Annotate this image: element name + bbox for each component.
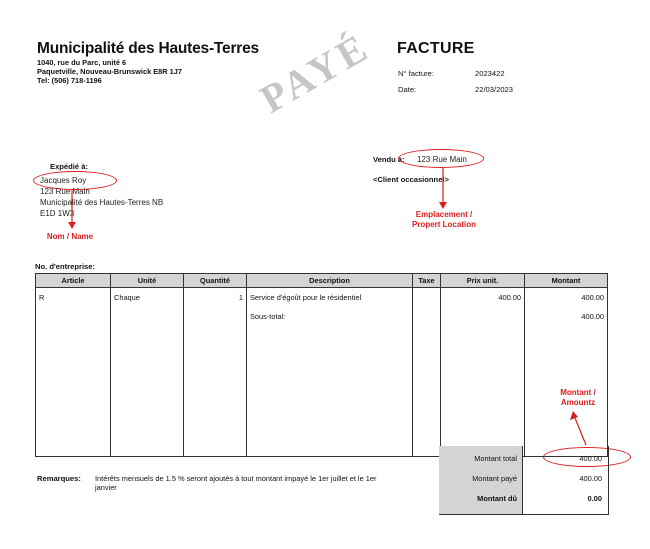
ship-to-street: 123 Rue Main	[40, 187, 90, 196]
col-header-tax: Taxe	[413, 274, 441, 288]
table-header-row	[36, 274, 608, 288]
total-label: Montant total	[474, 454, 517, 463]
name-arrow-head	[68, 222, 76, 229]
remarks-text-line1: Intérêts mensuels de 1.5 % seront ajoutés à tout montant impayé le 1er juillet et le 1er	[95, 474, 377, 483]
paid-value: 400.00	[579, 474, 602, 483]
location-annotation	[398, 210, 490, 230]
col-header-description: Description	[247, 274, 413, 288]
invoice-number: 2023422	[475, 69, 505, 78]
cell-unit: Chaque	[111, 288, 184, 311]
sold-to-address: 123 Rue Main	[417, 155, 467, 164]
issuer-phone: Tel: (506) 718-1196	[37, 76, 102, 85]
cell-unit	[111, 310, 184, 326]
cell-unit-price: 400.00	[441, 288, 525, 311]
amount-annotation-line1: Montant /	[560, 388, 596, 397]
invoice-number-label: N° facture:	[398, 69, 434, 78]
due-value: 0.00	[587, 494, 602, 503]
table-row	[36, 310, 608, 326]
ship-to-name: Jacques Roy	[40, 176, 87, 185]
col-header-amount: Montant	[525, 274, 608, 288]
cell-quantity	[184, 310, 247, 326]
location-arrow-head	[439, 202, 447, 209]
business-number-label: No. d'entreprise:	[35, 262, 96, 271]
issuer-address-line2: Paquetville, Nouveau-Brunswick E8R 1J7	[37, 67, 182, 76]
paid-label: Montant payé	[472, 474, 517, 483]
amount-annotation-line2: Amountz	[560, 398, 596, 407]
cell-amount: 400.00	[525, 288, 608, 311]
invoice-date: 22/03/2023	[475, 85, 514, 94]
cell-amount: 400.00	[525, 310, 608, 326]
location-annotation-line1: Emplacement /	[415, 210, 473, 219]
due-label: Montant dû	[477, 494, 517, 503]
col-header-quantity: Quantité	[184, 274, 247, 288]
remarks-label: Remarques:	[37, 474, 81, 483]
paid-stamp: PAYÉ	[252, 23, 378, 122]
invoice-title: FACTURE	[397, 40, 475, 57]
table-row	[36, 288, 608, 311]
remarks-text-line2: janvier	[95, 483, 117, 492]
cell-description: Sous-total:	[247, 310, 413, 326]
name-annotation: Nom / Name	[46, 232, 94, 241]
cell-quantity: 1	[184, 288, 247, 311]
table-filler-row	[36, 326, 608, 457]
col-header-unit-price: Prix unit.	[441, 274, 525, 288]
ship-to-city: Municipalité des Hautes-Terres NB	[40, 198, 164, 207]
location-annotation-line2: Propert Location	[411, 220, 476, 229]
cell-tax	[413, 288, 441, 311]
ship-to-postal: E1D 1W3	[40, 209, 75, 218]
ship-to-label: Expédié à:	[50, 162, 88, 171]
items-table	[35, 273, 608, 457]
invoice-date-label: Date:	[398, 85, 417, 94]
col-header-unit: Unité	[111, 274, 184, 288]
col-header-article: Article	[36, 274, 111, 288]
client-type: <Client occasionnel>	[373, 175, 449, 184]
issuer-name: Municipalité des Hautes-Terres	[37, 40, 259, 57]
cell-article: R	[36, 288, 111, 311]
cell-tax	[413, 310, 441, 326]
cell-article	[36, 310, 111, 326]
issuer-address-line1: 1040, rue du Parc, unité 6	[37, 58, 127, 67]
sold-to-label: Vendu à:	[373, 155, 405, 164]
cell-description: Service d'égoût pour le résidentiel	[247, 288, 413, 311]
cell-unit-price	[441, 310, 525, 326]
total-value: 400.00	[579, 454, 602, 463]
